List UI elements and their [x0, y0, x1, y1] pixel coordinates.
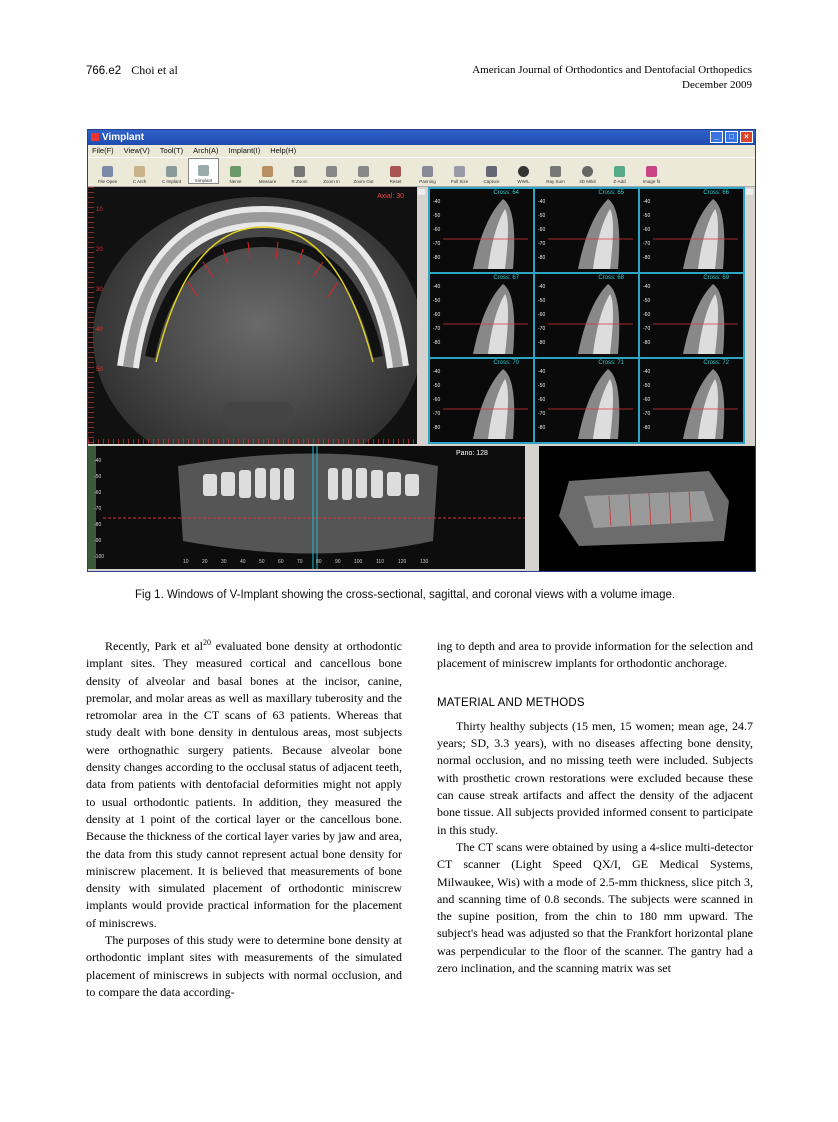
fullsize-icon [454, 166, 465, 177]
right-column [437, 638, 753, 977]
paragraph: The purposes of this study were to determine bone density at orthodontic implant sites with measurements of the simulated placement of miniscrews in subjects with normal occlusion, and to compare the data according- [86, 933, 402, 999]
imagefit-icon [646, 166, 657, 177]
axial-tick: 20 [96, 247, 103, 253]
pano-bottom-tick: 130 [420, 559, 429, 565]
pano-bottom-tick: 50 [259, 559, 265, 565]
tool-file-open: File Open [92, 158, 123, 184]
menu-help: Help(H) [270, 146, 297, 155]
zoom-out-icon [358, 166, 369, 177]
axial-scrollbar [417, 187, 426, 444]
running-authors: Choi et al [131, 63, 178, 77]
cross-section-cell: Cross: 70 -40 -50 -60 -70 -80 [430, 359, 533, 442]
tool-3d-mikit: 3D MIkit [572, 158, 603, 184]
tool-full-size: Full Size [444, 158, 475, 184]
cross-section-image [643, 359, 743, 439]
pano-bottom-tick: 120 [398, 559, 407, 565]
view-panels [88, 187, 755, 571]
figure-vimplant-window [87, 129, 756, 572]
cross-section-image [433, 274, 533, 354]
cross-section-cell: Cross: 72 -40 -50 -60 -70 -80 [640, 359, 743, 442]
tool-z-add: Z-Add [604, 158, 635, 184]
cross-section-grid [428, 187, 745, 444]
axial-view [88, 187, 426, 444]
pano-tick: -90 [94, 538, 102, 544]
axial-tick: 40 [96, 327, 103, 333]
implant-icon [166, 166, 177, 177]
toolbar [88, 157, 755, 187]
zoom-in-icon [326, 166, 337, 177]
tool-simplant: Simplant [188, 158, 219, 184]
axial-tick: 10 [96, 207, 103, 213]
pano-bottom-tick: 60 [278, 559, 284, 565]
tool-panning: Panning [412, 158, 443, 184]
tool-measure: Measure [252, 158, 283, 184]
axial-slice-label: Axial: 30 [377, 193, 404, 200]
citation-ref: 20 [203, 638, 212, 647]
reset-icon [390, 166, 401, 177]
cross-section-cell: Cross: 69 -40 -50 -60 -70 -80 [640, 274, 743, 357]
cross-section-cell: Cross: 67 -40 -50 -60 -70 -80 [430, 274, 533, 357]
running-header-right [472, 63, 752, 93]
pano-tick: -100 [94, 554, 105, 560]
paragraph: Recently, Park et $al^{20}$ evaluated bone density at orthodontic implant sites. They measured cortical and cancellous bone density of alveolar and basal bones at the incisor, canine, premolar, and molar areas as well as maxillary tuberosity and the retromolar area in the CT scans of 63 patients. Whereas that study dealt with bone density in dentulous areas, most subjects were orthognathic surgery patients. Because alveolar bone density changes according to the occlusal status of adjacent teeth, data from patients with dentofacial deformities might not apply to usual orthodontic patients. In addition, they measured the density at 1 point of the cortical layer or the cancellous bone. Because the thickness of the cortical layer varies by jaw and area, the data from this study cannot represent actual bone density for miniscrew placement. It is believed that measurements of bone density with simulated placement of orthodontic miniscrew implants would provide practical information for the placement of miniscrews. [86, 638, 402, 930]
pano-bottom-tick: 90 [335, 559, 341, 565]
maximize-icon: □ [725, 131, 738, 143]
close-icon: × [740, 131, 753, 143]
raysum-icon [550, 166, 561, 177]
axial-tick: 30 [96, 287, 103, 293]
menu-file: File(F) [92, 146, 114, 155]
folder-icon [102, 166, 113, 177]
page-number: 766.e2 [86, 65, 122, 77]
camera-icon [486, 166, 497, 177]
tool-capture: Capture [476, 158, 507, 184]
pano-tick: -60 [94, 490, 102, 496]
panoramic-image [88, 446, 536, 569]
pano-bottom-tick: 20 [202, 559, 208, 565]
window-controls [710, 131, 753, 143]
section-heading: MATERIAL AND METHODS [437, 696, 585, 709]
menubar [88, 145, 755, 157]
axial-mandible-image [88, 187, 426, 444]
tool-nerve: Nerve [220, 158, 251, 184]
minimize-icon: _ [710, 131, 723, 143]
contrast-icon [518, 166, 529, 177]
tool-r-zoom: R Zoom [284, 158, 315, 184]
window-title: Vimplant [102, 132, 145, 143]
app-icon [91, 133, 99, 141]
paragraph: The CT scans were obtained by using a 4-slice multi-detector CT scanner (Light Speed QX/I, GE Medical Systems, Milwaukee, Wis) with a mode of 2.5-mm thickness, slice pitch 3, and scanning time of 0.8 seconds. The subjects were scanned in the supine position, from the chin to 180 mm upward. The subject's head was adjusted so that the Frankfort horizontal plane was perpendicular to the floor of the scanner. The gantry had a zero inclination, and the scanning matrix was set [437, 839, 753, 976]
running-header-left [86, 63, 178, 78]
issue-date: December 2009 [682, 79, 752, 91]
pano-bottom-tick: 110 [376, 559, 384, 565]
cross-section-cell: Cross: 66 -40 -50 -60 -70 -80 [640, 189, 743, 272]
cross-section-image [643, 274, 743, 354]
volume-render-view [539, 446, 755, 571]
volume-render-image [539, 446, 755, 571]
pano-bottom-tick: 100 [354, 559, 363, 565]
skull-icon [582, 166, 593, 177]
cross-section-cell: Cross: 65 -40 -50 -60 -70 -80 [535, 189, 638, 272]
cross-section-cell: Cross: 71 -40 -50 -60 -70 -80 [535, 359, 638, 442]
tool-c-implant: C Implant [156, 158, 187, 184]
pano-tick: -50 [94, 474, 102, 480]
cross-section-cell: Cross: 64 -40 -50 -60 -70 -80 [430, 189, 533, 272]
cross-section-image [433, 189, 533, 269]
axial-bottom-ruler [88, 439, 426, 444]
axial-left-ruler [88, 187, 94, 444]
tool-zoom-in: Zoom In [316, 158, 347, 184]
menu-tool: Tool(T) [159, 146, 184, 155]
left-column [86, 638, 402, 1001]
axial-tick: 50 [96, 367, 103, 373]
pano-bottom-tick: 70 [297, 559, 303, 565]
cross-section-image [538, 189, 638, 269]
figure-caption: Fig 1. Windows of V-Implant showing the cross-sectional, sagittal, and coronal views with a volume image. [135, 589, 676, 601]
cross-section-image [643, 189, 743, 269]
menu-implant: Implant(I) [228, 146, 261, 155]
tool-reset: Reset [380, 158, 411, 184]
cross-section-image [538, 274, 638, 354]
pano-bottom-tick: 30 [221, 559, 227, 565]
arch-icon [134, 166, 145, 177]
zoom-region-icon [294, 166, 305, 177]
tool-zoom-out: Zoom Out [348, 158, 379, 184]
pano-label: Pano: 128 [456, 450, 488, 457]
ruler-icon [262, 166, 273, 177]
cross-section-image [433, 359, 533, 439]
cross-section-image [538, 359, 638, 439]
paragraph: ing to depth and area to provide information for the selection and placement of miniscrew implants for orthodontic anchorage. [437, 639, 753, 671]
nerve-icon [230, 166, 241, 177]
pano-tick: -40 [94, 458, 102, 464]
add-icon [614, 166, 625, 177]
cross-scrollbar [745, 187, 754, 444]
tool-c-arch: C Arch [124, 158, 155, 184]
menu-view: View(V) [123, 146, 150, 155]
pano-bottom-tick: 40 [240, 559, 246, 565]
window-titlebar [88, 130, 755, 145]
screw-icon [198, 165, 209, 176]
menu-arch: Arch(A) [193, 146, 219, 155]
pano-tick: -80 [94, 522, 102, 528]
paragraph: Thirty healthy subjects (15 men, 15 women; mean age, 24.7 years; SD, 3.3 years), with no diseases affecting bone density, normal occlusion, and no missing teeth were included. Subjects with prosthetic crown restorations were excluded because these can cause streak artifacts and affect the density of the adjacent bone tissue. All subjects provided informed consent to participate in this study. [437, 718, 753, 837]
pano-tick: -70 [94, 506, 102, 512]
pano-bottom-tick: 80 [316, 559, 322, 565]
journal-name: American Journal of Orthodontics and Dentofacial Orthopedics [472, 64, 752, 76]
cross-section-cell: Cross: 68 -40 -50 -60 -70 -80 [535, 274, 638, 357]
pan-icon [422, 166, 433, 177]
panoramic-view [88, 446, 536, 569]
tool-wwl: WW/L [508, 158, 539, 184]
tool-ray-sum: Ray Sum [540, 158, 571, 184]
tool-image-fit: Image fit [636, 158, 667, 184]
pano-bottom-tick: 10 [183, 559, 189, 565]
